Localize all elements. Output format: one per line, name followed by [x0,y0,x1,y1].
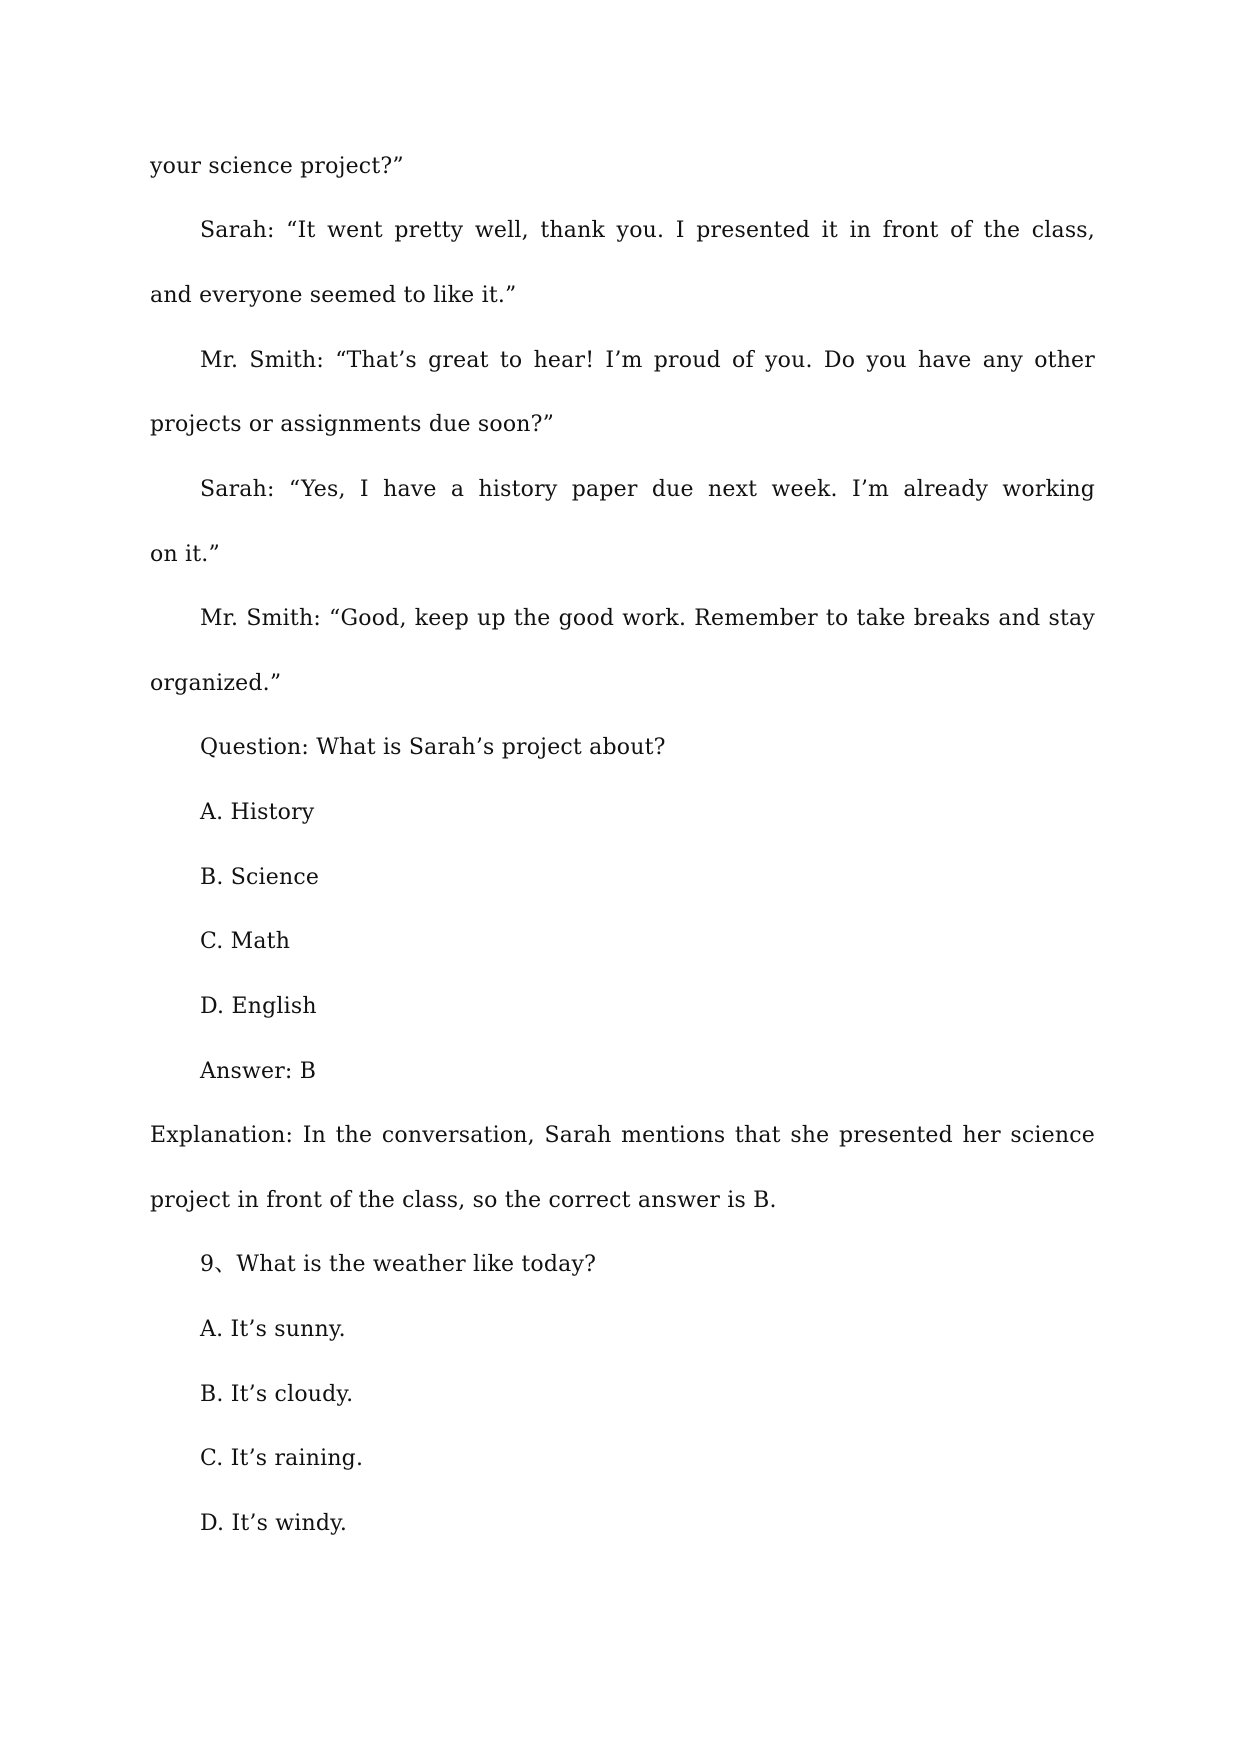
dialogue-line-sarah: Sarah: “It went pretty well, thank you. I presented it in front of the class, [200,218,1095,243]
option-c: C. Math [200,929,291,954]
explanation-line: Explanation: In the conversation, Sarah mentions that she presented her science [150,1123,1095,1148]
option-d: D. It’s windy. [200,1511,348,1536]
option-d: D. English [200,994,317,1019]
option-c: C. It’s raining. [200,1446,364,1471]
paragraph-line: your science project?” [150,154,404,179]
paragraph-line: on it.” [150,542,220,567]
dialogue-line-sarah: Sarah: “Yes, I have a history paper due next week. I’m already working [200,477,1095,502]
question-text: 9、What is the weather like today? [200,1252,597,1277]
paragraph-line: and everyone seemed to like it.” [150,283,517,308]
answer-text: Answer: B [200,1059,317,1084]
explanation-line: project in front of the class, so the correct answer is B. [150,1188,777,1213]
option-a: A. It’s sunny. [200,1317,346,1342]
question-text: Question: What is Sarah’s project about? [200,735,666,760]
option-b: B. It’s cloudy. [200,1382,354,1407]
option-a: A. History [200,800,315,825]
dialogue-line-mr-smith: Mr. Smith: “That’s great to hear! I’m proud of you. Do you have any other [200,348,1095,373]
paragraph-line: projects or assignments due soon?” [150,412,555,437]
paragraph-line: organized.” [150,671,282,696]
option-b: B. Science [200,865,320,890]
dialogue-line-mr-smith: Mr. Smith: “Good, keep up the good work. Remember to take breaks and stay [200,606,1095,631]
